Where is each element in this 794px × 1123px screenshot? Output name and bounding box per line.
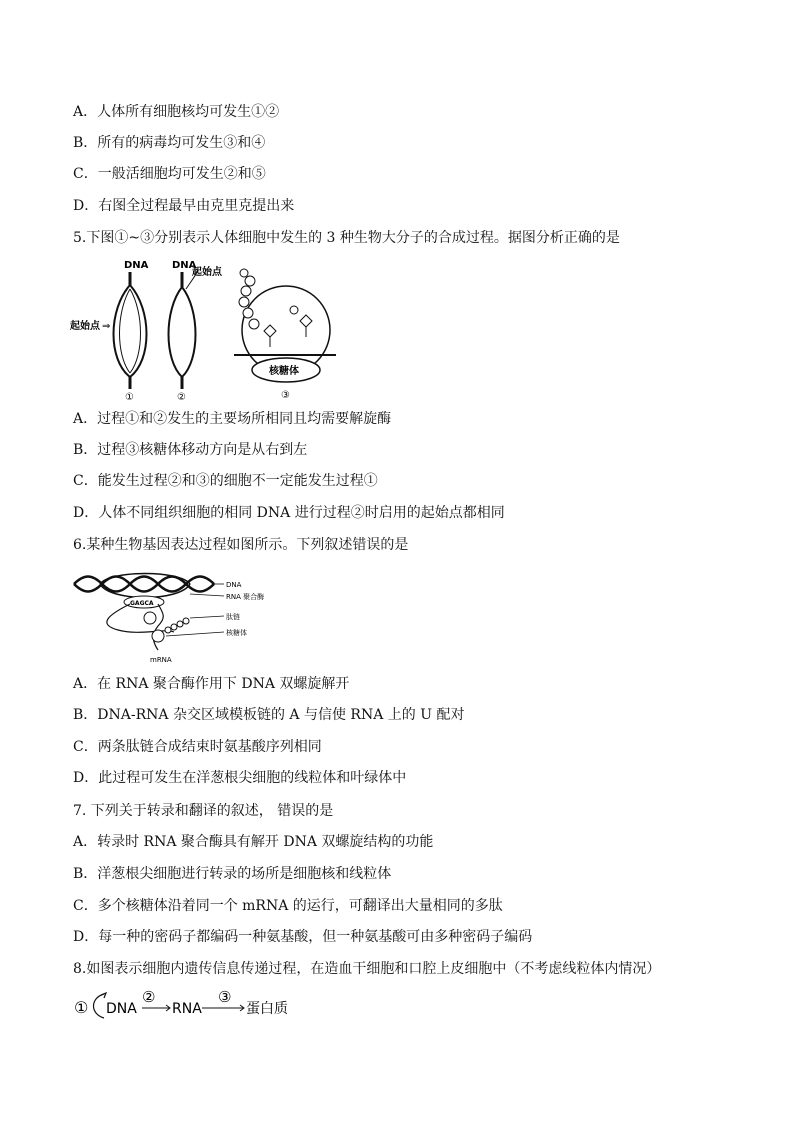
q5-fig-dna-label-1: DNA <box>124 260 149 271</box>
q4-option-d: D．右图全过程最早由克里克提出来 <box>73 198 295 214</box>
q5-stem: 5.下图①~③分别表示人体细胞中发生的 3 种生物大分子的合成过程。据图分析正确的是 <box>73 230 620 246</box>
q5-option-a: A．过程①和②发生的主要场所相同且均需要解旋酶 <box>73 411 392 427</box>
q5-fig-dna-label-2: DNA <box>172 260 197 271</box>
q8-fig-dna: DNA <box>106 1001 137 1017</box>
q6-option-c: C．两条肽链合成结束时氨基酸序列相同 <box>73 739 322 755</box>
q6-option-b: B．DNA-RNA 杂交区域模板链的 A 与信使 RNA 上的 U 配对 <box>73 707 465 723</box>
q5-synthesis-diagram <box>68 255 348 400</box>
q8-fig-n1: ① <box>74 998 89 1017</box>
q8-fig-rna: RNA <box>172 1001 202 1017</box>
q6-fig-label-dna: DNA <box>226 581 242 589</box>
q4-option-c: C．一般活细胞均可发生②和⑤ <box>73 166 266 182</box>
q5-fig-origin-right: 起始点 <box>192 267 222 278</box>
q5-fig-ribosome: 核糖体 <box>269 366 299 377</box>
q6-stem: 6.某种生物基因表达过程如图所示。下列叙述错误的是 <box>73 537 409 553</box>
svg-text:⇒: ⇒ <box>102 321 111 332</box>
q4-option-a: A．人体所有细胞核均可发生①② <box>73 104 280 120</box>
q7-option-d: D．每一种的密码子都编码一种氨基酸，但一种氨基酸可由多种密码子编码 <box>73 929 533 945</box>
q7-option-a: A．转录时 RNA 聚合酶具有解开 DNA 双螺旋结构的功能 <box>73 834 434 850</box>
q8-fig-protein: 蛋白质 <box>246 1001 288 1017</box>
q7-option-c: C．多个核糖体沿着同一个 mRNA 的运行，可翻译出大量相同的多肽 <box>73 898 503 914</box>
q6-gene-expression-diagram <box>70 570 270 665</box>
q8-fig-n2: ② <box>142 988 156 1006</box>
q6-option-a: A．在 RNA 聚合酶作用下 DNA 双螺旋解开 <box>73 676 350 692</box>
q4-option-b: B．所有的病毒均可发生③和④ <box>73 135 266 151</box>
q5-option-d: D．人体不同组织细胞的相同 DNA 进行过程②时启用的起始点都相同 <box>73 505 505 521</box>
q5-fig-origin-left: 起始点 <box>70 321 100 332</box>
q5-option-b: B．过程③核糖体移动方向是从右到左 <box>73 442 308 458</box>
q5-fig-num1: ① <box>125 392 134 400</box>
q5-option-c: C．能发生过程②和③的细胞不一定能发生过程① <box>73 473 378 489</box>
q6-fig-label-mrna: mRNA <box>150 656 172 664</box>
q7-stem: 7. 下列关于转录和翻译的叙述， 错误的是 <box>73 803 334 819</box>
q6-fig-label-rnap: RNA 聚合酶 <box>226 593 265 601</box>
q7-option-b: B．洋葱根尖细胞进行转录的场所是细胞核和线粒体 <box>73 866 392 882</box>
q5-fig-num3: ③ <box>281 390 290 400</box>
q8-fig-n3: ③ <box>218 988 232 1006</box>
q6-fig-label-ribosome: 核糖体 <box>226 629 247 637</box>
q6-fig-label-peptide: 肽链 <box>226 613 240 621</box>
q5-fig-num2: ② <box>177 392 186 400</box>
q6-option-d: D．此过程可发生在洋葱根尖细胞的线粒体和叶绿体中 <box>73 770 407 786</box>
q6-fig-seq: GAGCA <box>130 600 154 607</box>
q8-stem: 8.如图表示细胞内遗传信息传递过程，在造血干细胞和口腔上皮细胞中（不考虑线粒体内情况） <box>73 961 661 977</box>
q8-central-dogma-diagram <box>74 988 304 1022</box>
